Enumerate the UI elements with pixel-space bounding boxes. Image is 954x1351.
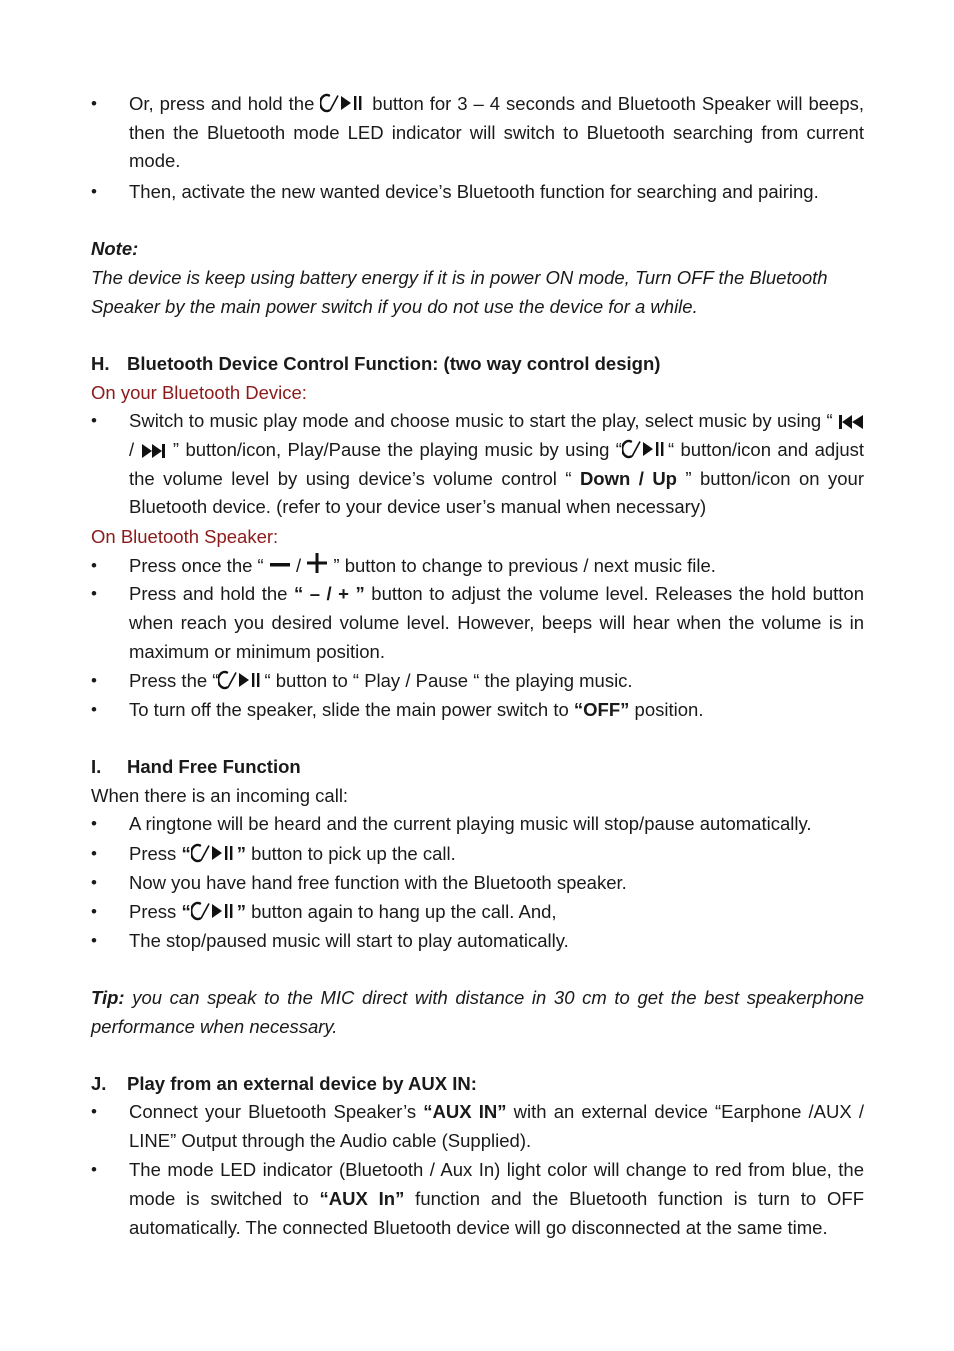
list-item: • Press “ ” button to pick up the call.: [91, 840, 864, 869]
subheading-on-device: On your Bluetooth Device:: [91, 382, 307, 404]
list-item: • Press and hold the “ – / + ” button to adjust the volume level. Releases the hold button when reach you desired volume level. However, beeps will hear when the volume is in maximum or minimum position.: [91, 580, 864, 666]
list-item: • A ringtone will be heard and the current playing music will stop/pause automatically.: [91, 810, 864, 839]
section-heading-h: H. Bluetooth Device Control Function: (two way control design): [91, 353, 661, 375]
list-item: • Press “ ” button again to hang up the call. And,: [91, 898, 864, 927]
plus-icon: [306, 553, 328, 573]
section-heading-i: I. Hand Free Function: [91, 756, 301, 778]
list-item: • Or, press and hold the button for 3 – 4 seconds and Bluetooth Speaker will beeps, then the Bluetooth mode LED indicator will switch to Bluetooth searching from current mode.: [91, 90, 864, 176]
subheading-on-speaker: On Bluetooth Speaker:: [91, 525, 279, 547]
note-text: The device is keep using battery energy if it is in power ON mode, Turn OFF the Bluetooth Speaker by the main power switch if you do not use the device for a while.: [91, 267, 828, 318]
tip-label: Tip:: [91, 987, 125, 1009]
note-label: Note:: [91, 238, 139, 260]
list-item: • The mode LED indicator (Bluetooth / Aux In) light color will change to red from blue, the mode is switched to “AUX In” function and the Bluetooth function is turn to OFF automatically. The connected Bluetooth device will go disconnected at the same time.: [91, 1156, 864, 1242]
list-item: • Switch to music play mode and choose music to start the play, select music by using “ / ” button/icon, Play/Pause the playing music by using “ “ button/icon and adjust the volume level by using device’s volume control “ Down / Up ” button/icon on your Bluetooth device. (refer to your device user’s manual when necessary): [91, 407, 864, 521]
minus-icon: [269, 560, 291, 570]
tip-paragraph: Tip: you can speak to the MIC direct with distance in 30 cm to get the best speakerphone performance when necessary.: [91, 987, 864, 1038]
call-play-pause-icon: [191, 901, 237, 921]
section-heading-j: J. Play from an external device by AUX IN:: [91, 1073, 477, 1095]
list-item: • Now you have hand free function with the Bluetooth speaker.: [91, 869, 864, 898]
call-play-pause-icon: [622, 439, 668, 459]
section-intro: When there is an incoming call:: [91, 785, 349, 807]
list-item: • The stop/paused music will start to play automatically.: [91, 927, 864, 956]
call-play-pause-icon: [191, 843, 237, 863]
list-item: • Press the “ “ button to “ Play / Pause “ the playing music.: [91, 667, 864, 696]
previous-track-icon: [838, 414, 864, 430]
call-play-pause-icon: [320, 93, 366, 113]
list-item: • Then, activate the new wanted device’s Bluetooth function for searching and pairing.: [91, 178, 864, 207]
call-play-pause-icon: [218, 670, 264, 690]
list-item: • Connect your Bluetooth Speaker’s “AUX IN” with an external device “Earphone /AUX / LINE” Output through the Audio cable (Supplied).: [91, 1098, 864, 1155]
next-track-icon: [141, 443, 167, 459]
list-item: • Press once the “ / ” button to change to previous / next music file.: [91, 552, 864, 581]
list-item: • To turn off the speaker, slide the main power switch to “OFF” position.: [91, 696, 864, 725]
document-page: [91, 90, 864, 1242]
